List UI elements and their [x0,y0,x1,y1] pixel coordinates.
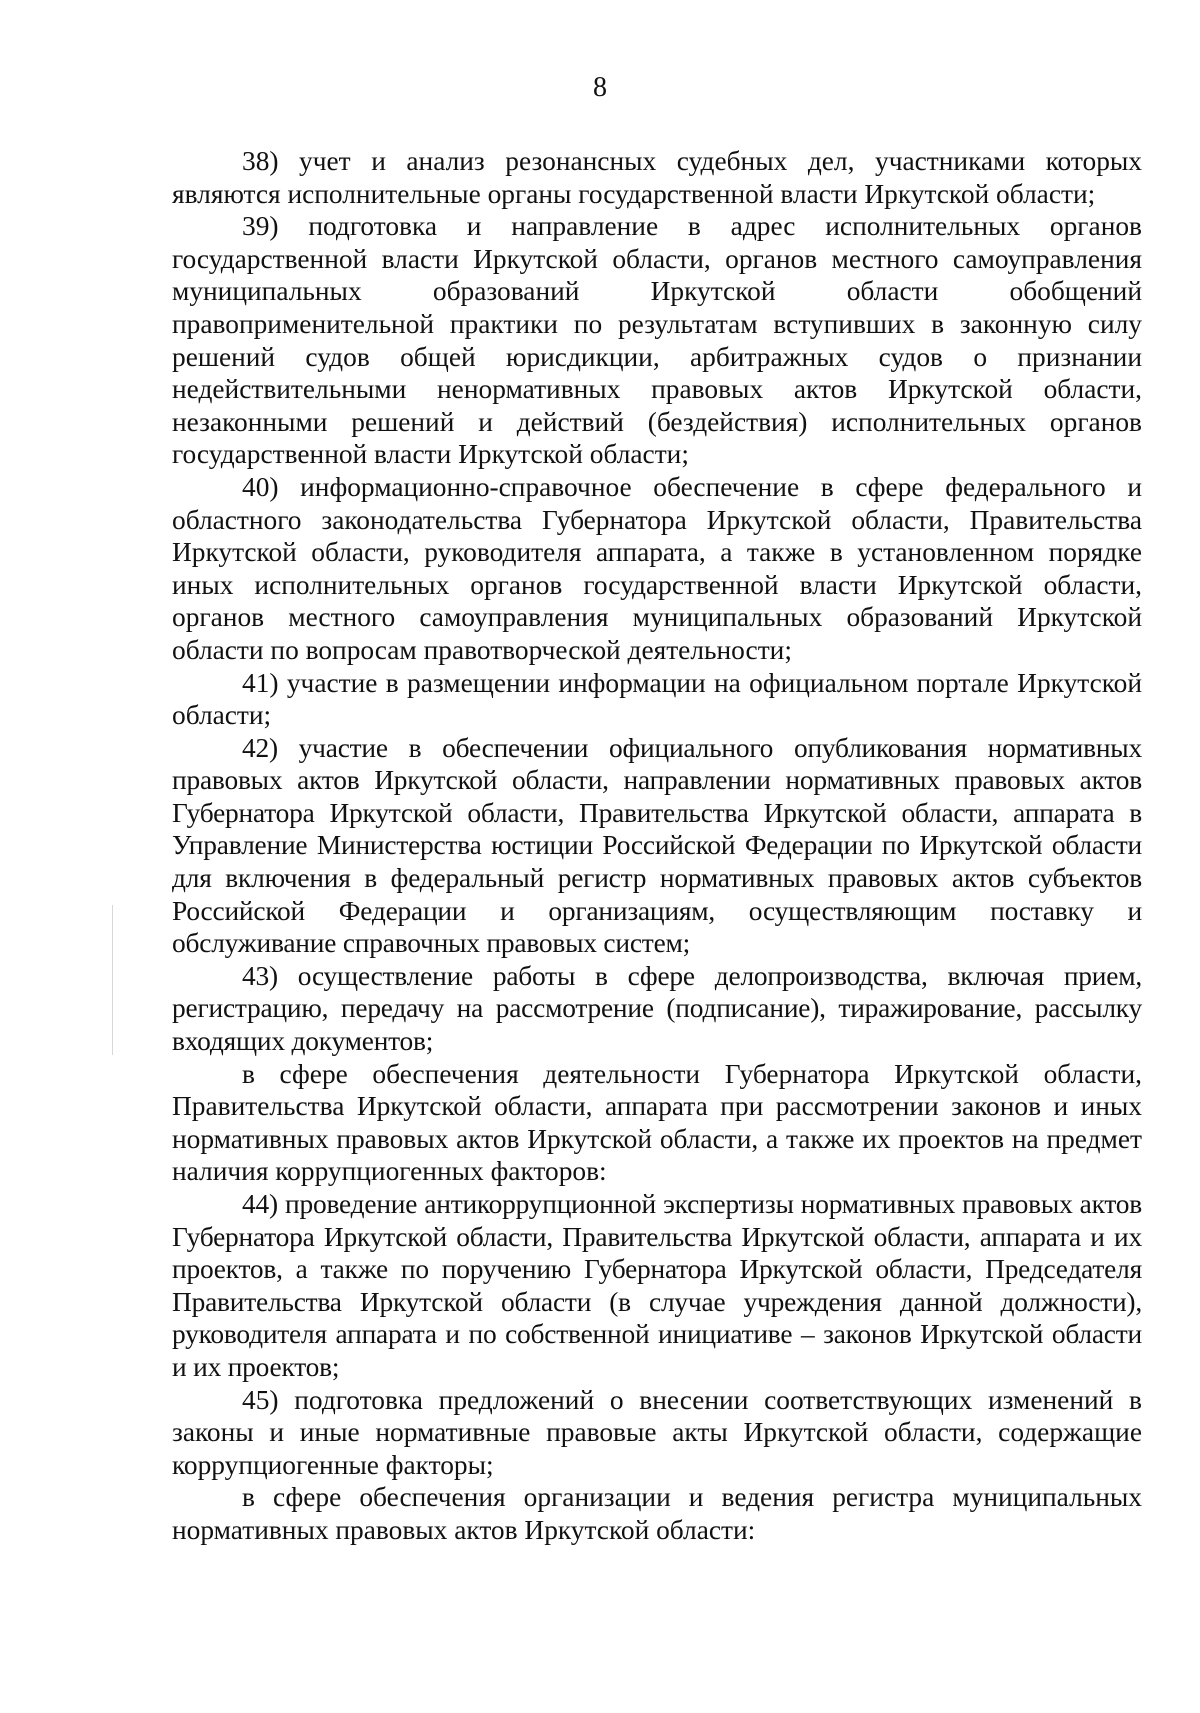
paragraph-39: 39) подготовка и направление в адрес исполнительных органов государственной власти Иркутской области, органов местного самоуправления муниципальных образований Иркутской области обобщений правоприменительной практики по результатам вступивших в законную силу решений судов общей юрисдикции, арбитражных судов о признании недействительными ненормативных правовых актов Иркутской области, незаконными решений и действий (бездействия) исполнительных органов государственной власти Иркутской области; [172,211,1142,470]
paragraph-40: 40) информационно-справочное обеспечение в сфере федерального и областного законодательства Губернатора Иркутской области, Правительства Иркутской области, руководителя аппарата, а также в установленном порядке иных исполнительных органов государственной власти Иркутской области, органов местного самоуправления муниципальных образований Иркутской области по вопросам правотворческой деятельности; [172,471,1142,665]
paragraph-42: 42) участие в обеспечении официального опубликования нормативных правовых актов Иркутской области, направлении нормативных правовых актов Губернатора Иркутской области, Правительства Иркутской области, аппарата в Управление Министерства юстиции Российской Федерации по Иркутской области для включения в федеральный регистр нормативных правовых актов субъектов Российской Федерации и организациям, осуществляющим поставку и обслуживание справочных правовых систем; [172,732,1142,959]
section-heading-municipal-register: в сфере обеспечения организации и ведения регистра муниципальных нормативных правовых актов Иркутской области: [172,1482,1142,1545]
paragraph-45: 45) подготовка предложений о внесении соответствующих изменений в законы и иные нормативные правовые акты Иркутской области, содержащие коррупциогенные факторы; [172,1384,1142,1480]
paragraph-38: 38) учет и анализ резонансных судебных дел, участниками которых являются исполнительные органы государственной власти Иркутской области; [172,146,1142,209]
paragraph-44: 44) проведение антикоррупционной экспертизы нормативных правовых актов Губернатора Иркутской области, Правительства Иркутской области, аппарата и их проектов, а также по поручению Губернатора Иркутской области, Председателя Правительства Иркутской области (в случае учреждения данной должности), руководителя аппарата и по собственной инициативе – законов Иркутской области и их проектов; [172,1189,1142,1382]
page-number: 8 [593,72,607,103]
section-heading-anticorruption: в сфере обеспечения деятельности Губернатора Иркутской области, Правительства Иркутской области, аппарата при рассмотрении законов и иных нормативных правовых актов Иркутской области, а также их проектов на предмет наличия коррупциогенных факторов: [172,1058,1142,1187]
paragraph-41: 41) участие в размещении информации на официальном портале Иркутской области; [172,667,1142,731]
document-body [172,145,1142,1547]
scan-margin-line [112,905,113,1055]
paragraph-43: 43) осуществление работы в сфере делопроизводства, включая прием, регистрацию, передачу на рассмотрение (подписание), тиражирование, рассылку входящих документов; [172,960,1142,1057]
